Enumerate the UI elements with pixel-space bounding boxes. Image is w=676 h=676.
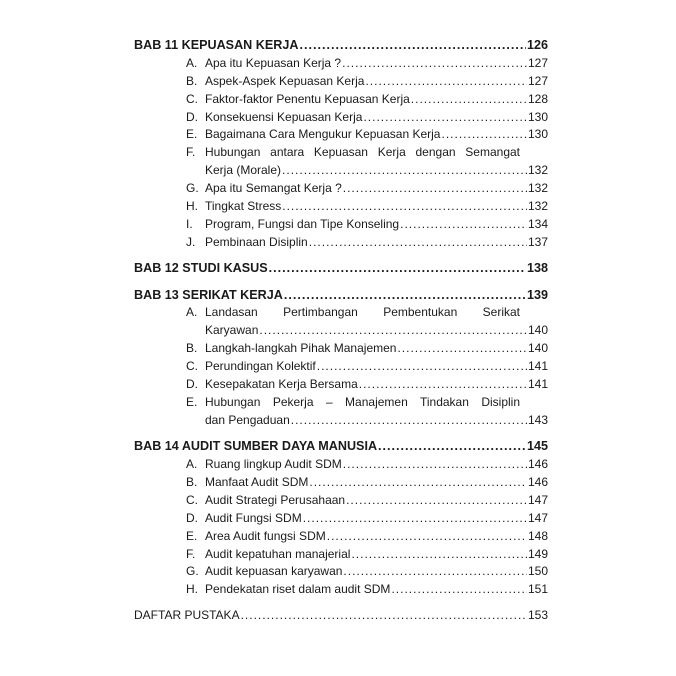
section-entry: [134, 234, 548, 252]
section-letter: C.: [186, 91, 198, 106]
entry-title: Program, Fungsi dan Tipe Konseling: [205, 216, 400, 231]
entry-title: BAB 14 AUDIT SUMBER DAYA MANUSIA: [134, 439, 378, 454]
dot-leader: [282, 198, 527, 216]
section-entry: [134, 510, 548, 528]
entry-title: Konsekuensi Kepuasan Kerja: [205, 109, 363, 124]
section-letter: D.: [186, 510, 198, 525]
dot-leader: [284, 287, 526, 305]
entry-title: Apa itu Semangat Kerja ?: [205, 181, 342, 196]
page-number: 141: [527, 377, 548, 392]
dot-leader: [343, 180, 527, 198]
section-entry: [134, 358, 548, 376]
section-letter: B.: [186, 73, 198, 88]
section-entry-continuation: [134, 322, 548, 340]
dot-leader: [299, 37, 526, 55]
section-letter: A.: [186, 305, 198, 320]
section-entry: [134, 198, 548, 216]
page-number: 130: [527, 127, 548, 142]
section-letter: C.: [186, 492, 198, 507]
entry-title: Audit Strategi Perusahaan: [205, 492, 346, 507]
entry-title: Bagaimana Cara Mengukur Kepuasan Kerja: [205, 127, 441, 142]
page-number: 132: [527, 163, 548, 178]
entry-title: Kesepakatan Kerja Bersama: [205, 377, 358, 392]
page-number: 145: [526, 439, 548, 454]
dot-leader: [441, 126, 526, 144]
entry-title: Ruang lingkup Audit SDM: [205, 457, 342, 472]
entry-title: Pembinaan Disiplin: [205, 234, 308, 249]
dot-leader: [378, 438, 526, 456]
section-entry: [134, 546, 548, 564]
bibliography-entry: [134, 607, 548, 625]
page-number: 132: [527, 181, 548, 196]
page-number: 126: [526, 38, 548, 52]
entry-title: Audit kepuasan karyawan: [205, 564, 343, 579]
entry-title: Aspek-Aspek Kepuasan Kerja: [205, 73, 365, 88]
dot-leader: [282, 162, 527, 180]
page-number: 141: [527, 359, 548, 374]
dot-leader: [400, 216, 527, 234]
entry-title-continuation: Kerja (Morale): [205, 163, 282, 178]
chapter-entry: [134, 37, 548, 55]
section-letter: J.: [186, 234, 196, 249]
section-entry: [134, 109, 548, 127]
page-number: 138: [526, 261, 548, 276]
dot-leader: [343, 456, 527, 474]
entry-title-continuation: dan Pengaduan: [205, 412, 290, 427]
section-entry: [134, 474, 548, 492]
section-letter: C.: [186, 359, 198, 374]
section-entry: [134, 563, 548, 581]
entry-title: Faktor-faktor Penentu Kepuasan Kerja: [205, 91, 410, 106]
page-number: 147: [527, 492, 548, 507]
section-letter: G.: [186, 181, 199, 196]
page-number: 139: [526, 287, 548, 302]
page-number: 149: [527, 546, 548, 561]
page-number: 137: [527, 234, 548, 249]
section-letter: B.: [186, 341, 198, 356]
section-entry: [134, 180, 548, 198]
section-entry: [134, 304, 548, 322]
section-entry: [134, 91, 548, 109]
page-number: 130: [527, 109, 548, 124]
section-letter: B.: [186, 474, 198, 489]
dot-leader: [317, 358, 527, 376]
dot-leader: [327, 528, 527, 546]
section-entry: [134, 216, 548, 234]
entry-title-continuation: Karyawan: [205, 323, 259, 338]
page-number: 148: [527, 528, 548, 543]
page-number: 127: [527, 55, 548, 70]
section-entry: [134, 492, 548, 510]
section-letter: I.: [186, 216, 193, 231]
section-letter: H.: [186, 199, 198, 214]
entry-title: Langkah-langkah Pihak Manajemen: [205, 341, 397, 356]
section-entry: [134, 55, 548, 73]
entry-title: BAB 12 STUDI KASUS: [134, 261, 268, 276]
section-letter: E.: [186, 127, 198, 142]
entry-title: BAB 11 KEPUASAN KERJA: [134, 38, 299, 52]
section-entry: [134, 73, 548, 91]
entry-title: BAB 13 SERIKAT KERJA: [134, 287, 283, 302]
page-number: 128: [527, 91, 548, 106]
section-letter: D.: [186, 109, 198, 124]
entry-title: Pendekatan riset dalam audit SDM: [205, 582, 391, 597]
section-entry: [134, 340, 548, 358]
entry-title: Landasan Pertimbangan Pembentukan Serikat: [205, 305, 520, 320]
section-letter: G.: [186, 564, 199, 579]
section-entry: [134, 126, 548, 144]
section-letter: E.: [186, 528, 198, 543]
section-entry: [134, 144, 548, 162]
section-letter: E.: [186, 394, 198, 409]
dot-leader: [342, 55, 527, 73]
section-entry-continuation: [134, 162, 548, 180]
page-number: 146: [527, 457, 548, 472]
dot-leader: [343, 563, 527, 581]
dot-leader: [259, 322, 527, 340]
entry-title: Manfaat Audit SDM: [205, 474, 309, 489]
entry-title: Tingkat Stress: [205, 199, 282, 214]
dot-leader: [411, 91, 527, 109]
dot-leader: [309, 474, 527, 492]
page-number: 140: [527, 341, 548, 356]
entry-title: DAFTAR PUSTAKA: [134, 608, 240, 623]
page-number: 151: [527, 582, 548, 597]
dot-leader: [391, 581, 527, 599]
section-letter: F.: [186, 546, 196, 561]
dot-leader: [291, 412, 527, 430]
page-number: 143: [527, 412, 548, 427]
section-entry: [134, 456, 548, 474]
page-number: 134: [527, 216, 548, 231]
page-number: 140: [527, 323, 548, 338]
section-entry: [134, 528, 548, 546]
entry-title: Apa itu Kepuasan Kerja ?: [205, 55, 342, 70]
dot-leader: [346, 492, 527, 510]
section-letter: A.: [186, 457, 198, 472]
entry-title: Area Audit fungsi SDM: [205, 528, 326, 543]
section-entry: [134, 394, 548, 412]
entry-title: Perundingan Kolektif: [205, 359, 316, 374]
page-number: 146: [527, 474, 548, 489]
table-of-contents: [134, 37, 548, 625]
section-entry-continuation: [134, 412, 548, 430]
dot-leader: [269, 260, 526, 278]
section-entry: [134, 376, 548, 394]
entry-title: Audit Fungsi SDM: [205, 510, 302, 525]
entry-title: Hubungan Pekerja – Manajemen Tindakan Disiplin: [205, 394, 520, 409]
dot-leader: [351, 546, 527, 564]
chapter-entry: [134, 438, 548, 456]
dot-leader: [309, 234, 527, 252]
page-number: 127: [527, 73, 548, 88]
section-letter: D.: [186, 377, 198, 392]
entry-title: Audit kepatuhan manajerial: [205, 546, 351, 561]
section-letter: H.: [186, 582, 198, 597]
dot-leader: [359, 376, 527, 394]
section-letter: A.: [186, 55, 198, 70]
dot-leader: [365, 73, 527, 91]
chapter-entry: [134, 260, 548, 278]
dot-leader: [397, 340, 527, 358]
page-number: 132: [527, 199, 548, 214]
dot-leader: [303, 510, 527, 528]
entry-title: Hubungan antara Kepuasan Kerja dengan Semangat: [205, 145, 520, 160]
page-number: 150: [527, 564, 548, 579]
dot-leader: [363, 109, 527, 127]
section-letter: F.: [186, 145, 196, 160]
section-entry: [134, 581, 548, 599]
page-number: 147: [527, 510, 548, 525]
chapter-entry: [134, 287, 548, 305]
dot-leader: [241, 607, 527, 625]
page-number: 153: [527, 608, 548, 623]
